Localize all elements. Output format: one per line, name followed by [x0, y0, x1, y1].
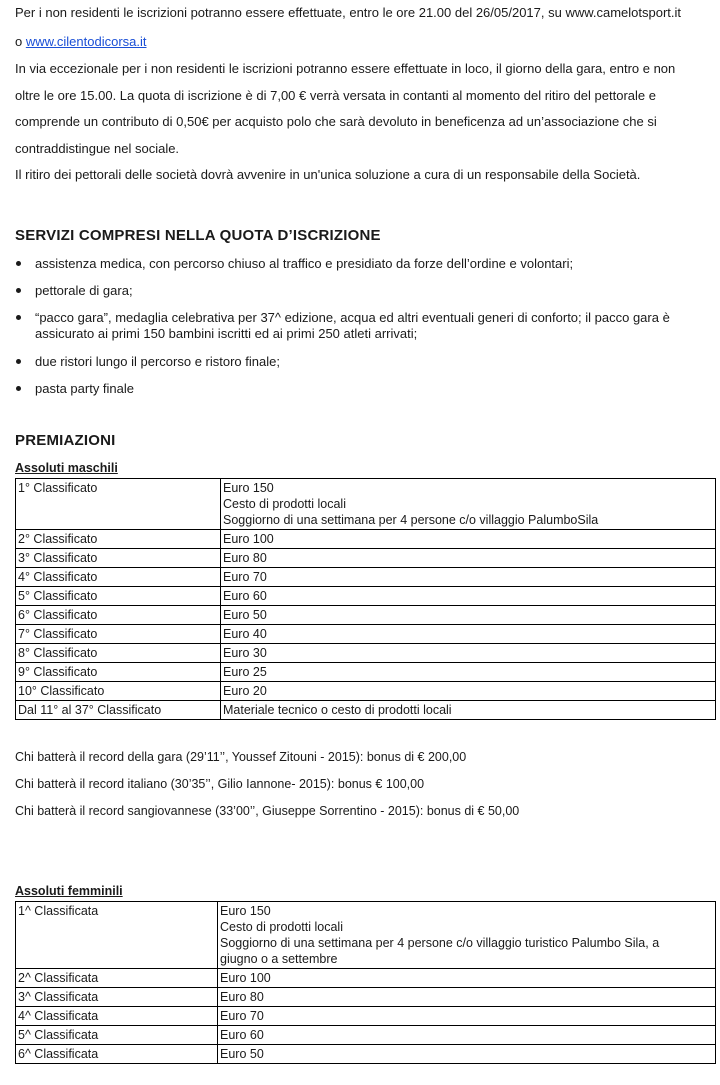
place-cell: 7° Classificato — [16, 625, 221, 644]
place-cell: 1° Classificato — [16, 479, 221, 530]
prize-cell — [218, 902, 716, 969]
prize-line: Euro 60 — [220, 1028, 264, 1042]
prize-line: Euro 80 — [220, 990, 264, 1004]
place-cell: 4° Classificato — [16, 568, 221, 587]
table-row — [16, 988, 716, 1007]
place-cell: 10° Classificato — [16, 682, 221, 701]
prize-line: Euro 25 — [223, 665, 267, 679]
place-cell: Dal 11° al 37° Classificato — [16, 701, 221, 720]
table-row — [16, 969, 716, 988]
prize-line: Euro 20 — [223, 684, 267, 698]
table-row — [16, 644, 716, 663]
prize-cell — [221, 568, 716, 587]
prize-line: giugno o a settembre — [220, 952, 338, 966]
female-awards-table — [15, 901, 716, 1064]
prize-cell — [221, 644, 716, 663]
table-row — [16, 587, 716, 606]
table-row — [16, 530, 716, 549]
table-row — [16, 902, 716, 969]
prize-cell — [218, 1045, 716, 1064]
prize-cell — [218, 988, 716, 1007]
place-cell: 1^ Classificata — [16, 902, 218, 969]
prize-line: Euro 40 — [223, 627, 267, 641]
male-table-title: Assoluti maschili — [15, 461, 118, 475]
table-row — [16, 682, 716, 701]
prize-line: Cesto di prodotti locali — [220, 920, 343, 934]
place-cell: 6^ Classificata — [16, 1045, 218, 1064]
prize-cell — [218, 1026, 716, 1045]
cilentodicorsa-link[interactable]: www.cilentodicorsa.it — [25, 34, 147, 49]
awards-heading: PREMIAZIONI — [15, 432, 116, 449]
intro-line-2 — [15, 34, 147, 50]
table-row — [16, 1007, 716, 1026]
place-cell: 8° Classificato — [16, 644, 221, 663]
table-row — [16, 568, 716, 587]
table-row — [16, 1045, 716, 1064]
services-heading: SERVIZI COMPRESI NELLA QUOTA D’ISCRIZIONE — [15, 227, 381, 244]
prize-line: Materiale tecnico o cesto di prodotti locali — [223, 703, 452, 717]
intro-line-4: oltre le ore 15.00. La quota di iscrizione è di 7,00 € verrà versata in contanti al momento del ritiro del pettorale e — [15, 88, 656, 103]
bullet-icon — [16, 315, 21, 320]
bullet-icon — [16, 386, 21, 391]
intro-line-2-prefix: o — [15, 34, 26, 49]
intro-line-1: Per i non residenti le iscrizioni potranno essere effettuate, entro le ore 21.00 del 26/05/2017, su www.camelotsport.it — [15, 5, 682, 20]
place-cell: 5^ Classificata — [16, 1026, 218, 1045]
male-awards-table — [15, 478, 716, 720]
place-cell: 2° Classificato — [16, 530, 221, 549]
bullet-icon — [16, 261, 21, 266]
intro-line-5: comprende un contributo di 0,50€ per acquisto polo che sarà devoluto in beneficenza ad un’associazione che si — [15, 114, 657, 129]
prize-line: Euro 70 — [223, 570, 267, 584]
place-cell: 5° Classificato — [16, 587, 221, 606]
prize-line: Euro 70 — [220, 1009, 264, 1023]
table-row — [16, 479, 716, 530]
prize-cell — [221, 530, 716, 549]
prize-cell — [221, 587, 716, 606]
prize-line: Euro 80 — [223, 551, 267, 565]
prize-line: Euro 150 — [220, 904, 271, 918]
table-row — [16, 663, 716, 682]
table-row — [16, 549, 716, 568]
record-bonus-line: Chi batterà il record sangiovannese (33’00’’, Giuseppe Sorrentino - 2015): bonus di € 50,00 — [15, 804, 520, 818]
bullet-icon — [16, 288, 21, 293]
prize-cell — [221, 479, 716, 530]
bullet-icon — [16, 359, 21, 364]
prize-cell — [221, 701, 716, 720]
prize-line: Euro 50 — [223, 608, 267, 622]
record-bonus-line: Chi batterà il record della gara (29’11’’, Youssef Zitouni - 2015): bonus di € 200,00 — [15, 750, 467, 764]
table-row — [16, 625, 716, 644]
record-bonus-line: Chi batterà il record italiano (30’35’’, Gilio Iannone- 2015): bonus € 100,00 — [15, 777, 425, 791]
prize-cell — [218, 969, 716, 988]
prize-line: Soggiorno di una settimana per 4 persone c/o villaggio turistico Palumbo Sila, a — [220, 936, 660, 950]
table-row — [16, 701, 716, 720]
place-cell: 9° Classificato — [16, 663, 221, 682]
prize-cell — [221, 625, 716, 644]
prize-cell — [221, 682, 716, 701]
prize-cell — [221, 663, 716, 682]
prize-line: Euro 60 — [223, 589, 267, 603]
prize-cell — [218, 1007, 716, 1026]
prize-line: Soggiorno di una settimana per 4 persone c/o villaggio PalumboSila — [223, 513, 599, 527]
intro-line-6: contraddistingue nel sociale. — [15, 141, 180, 156]
prize-line: Euro 100 — [220, 971, 271, 985]
intro-line-3: In via eccezionale per i non residenti le iscrizioni potranno essere effettuate in loco, il giorno della gara, entro e non — [15, 61, 676, 76]
prize-cell — [221, 606, 716, 625]
prize-line: Cesto di prodotti locali — [223, 497, 346, 511]
female-table-title: Assoluti femminili — [15, 884, 123, 898]
intro-line-7: Il ritiro dei pettorali delle società dovrà avvenire in un'unica soluzione a cura di un responsabile della Società. — [15, 167, 641, 182]
prize-line: Euro 150 — [223, 481, 274, 495]
prize-line: Euro 50 — [220, 1047, 264, 1061]
place-cell: 3° Classificato — [16, 549, 221, 568]
table-row — [16, 606, 716, 625]
place-cell: 6° Classificato — [16, 606, 221, 625]
prize-cell — [221, 549, 716, 568]
prize-line: Euro 30 — [223, 646, 267, 660]
table-row — [16, 1026, 716, 1045]
place-cell: 3^ Classificata — [16, 988, 218, 1007]
place-cell: 2^ Classificata — [16, 969, 218, 988]
place-cell: 4^ Classificata — [16, 1007, 218, 1026]
prize-line: Euro 100 — [223, 532, 274, 546]
